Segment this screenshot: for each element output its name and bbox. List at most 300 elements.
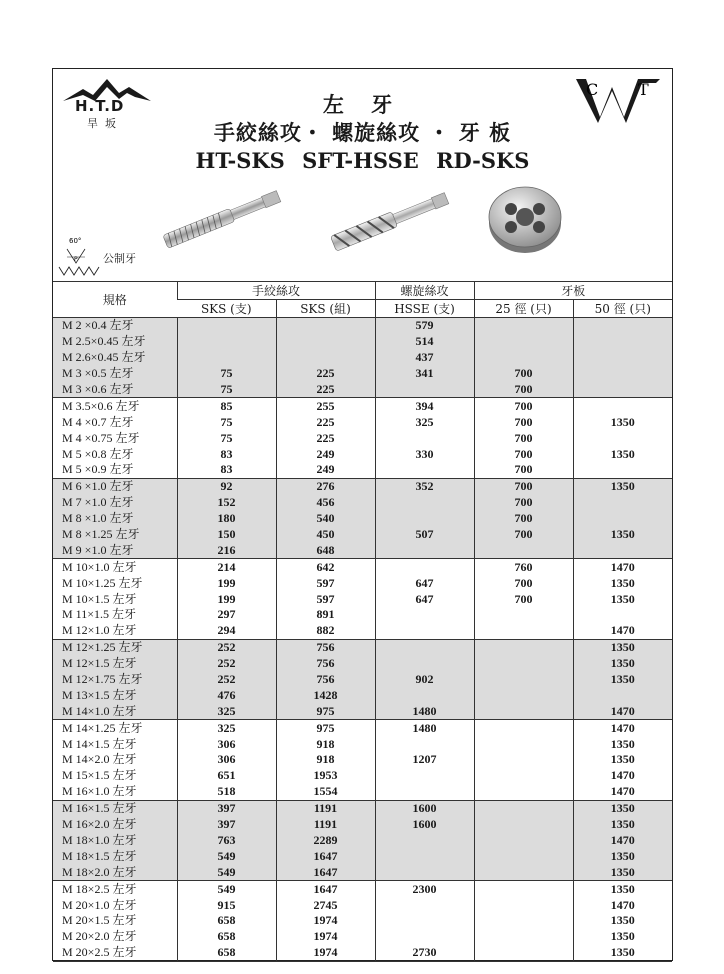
thread-pitch-label: P	[74, 256, 78, 263]
price-cell: 249	[276, 446, 375, 462]
table-row	[53, 848, 672, 864]
price-cell: 2300	[375, 881, 474, 897]
price-cell: 1480	[375, 703, 474, 719]
price-cell	[474, 318, 573, 334]
price-cell: 700	[474, 398, 573, 414]
price-cell	[474, 687, 573, 703]
price-cell: 1350	[573, 527, 672, 543]
price-cell: 597	[276, 575, 375, 591]
price-cell	[474, 833, 573, 849]
price-cell	[474, 350, 573, 366]
price-cell: 1350	[573, 913, 672, 929]
spec-cell: M 12×1.5 左牙	[53, 656, 177, 672]
thread-standard-label: 公制牙	[103, 252, 136, 265]
price-cell	[573, 398, 672, 414]
price-cell: 1470	[573, 784, 672, 800]
price-cell	[474, 720, 573, 736]
price-cell: 1191	[276, 817, 375, 833]
price-cell: 549	[177, 848, 276, 864]
price-cell: 651	[177, 768, 276, 784]
price-cell: 1350	[573, 848, 672, 864]
spec-cell: M 11×1.5 左牙	[62, 607, 136, 622]
spec-cell: M 16×2.0 左牙	[53, 817, 177, 833]
price-cell	[573, 607, 672, 623]
price-cell	[375, 929, 474, 945]
price-cell: 1974	[276, 945, 375, 961]
price-cell	[276, 318, 375, 334]
table-row	[53, 334, 672, 350]
price-cell: 700	[474, 462, 573, 478]
price-cell: 83	[177, 462, 276, 478]
price-cell	[474, 607, 573, 623]
price-cell: 700	[474, 382, 573, 398]
price-cell: 902	[375, 672, 474, 688]
catalog-frame	[52, 68, 673, 961]
price-cell: 1554	[276, 784, 375, 800]
spec-cell: M 3 ×0.6 左牙	[53, 382, 177, 398]
price-cell: 700	[474, 575, 573, 591]
price-cell: 514	[375, 334, 474, 350]
price-cell: 700	[474, 495, 573, 511]
price-cell: 647	[375, 575, 474, 591]
price-cell: 75	[177, 414, 276, 430]
price-cell: 199	[177, 591, 276, 607]
price-cell: 397	[177, 800, 276, 816]
table-row	[53, 720, 672, 736]
price-cell	[474, 656, 573, 672]
price-cell: 2289	[276, 833, 375, 849]
price-cell: 85	[177, 398, 276, 414]
price-cell: 549	[177, 881, 276, 897]
price-cell: 700	[474, 430, 573, 446]
table-row	[53, 623, 672, 639]
price-cell	[474, 703, 573, 719]
price-cell	[474, 768, 573, 784]
table-row	[53, 527, 672, 543]
price-cell	[375, 833, 474, 849]
price-cell: 647	[375, 591, 474, 607]
spec-cell: M 18×1.5 左牙	[53, 848, 177, 864]
spec-cell: M 20×1.0 左牙	[62, 897, 137, 912]
price-cell	[375, 462, 474, 478]
table-row	[53, 687, 672, 703]
spec-cell: M 4 ×0.75 左牙	[62, 430, 140, 445]
price-cell: 214	[177, 559, 276, 575]
price-cell	[573, 366, 672, 382]
table-body	[53, 318, 672, 962]
price-cell	[375, 607, 474, 623]
price-cell: 352	[375, 478, 474, 494]
spec-cell: M 16×1.0 左牙	[53, 784, 177, 800]
price-cell	[474, 334, 573, 350]
group-header-die: 牙板	[474, 282, 672, 300]
price-cell: 1350	[573, 800, 672, 816]
price-cell	[276, 350, 375, 366]
price-cell: 700	[474, 414, 573, 430]
table-row	[53, 656, 672, 672]
table-row	[53, 817, 672, 833]
price-cell	[474, 881, 573, 897]
price-cell: 1350	[573, 591, 672, 607]
table-row	[53, 929, 672, 945]
price-cell: 1480	[375, 720, 474, 736]
table-row	[53, 672, 672, 688]
spec-cell: M 18×2.0 左牙	[53, 864, 177, 880]
table-row	[53, 864, 672, 880]
table-row	[53, 752, 672, 768]
brand-name: H.T.D	[75, 97, 125, 115]
table-row	[53, 736, 672, 752]
price-cell	[573, 430, 672, 446]
price-cell	[375, 382, 474, 398]
price-cell: 763	[177, 833, 276, 849]
hand-tap-image	[157, 179, 287, 259]
spec-cell: M 10×1.0 左牙	[62, 559, 137, 574]
price-cell	[375, 848, 474, 864]
price-cell: 518	[177, 784, 276, 800]
table-row	[53, 881, 672, 897]
price-cell	[474, 848, 573, 864]
price-cell: 225	[276, 414, 375, 430]
price-cell: 325	[375, 414, 474, 430]
price-cell: 150	[177, 527, 276, 543]
table-row	[53, 495, 672, 511]
price-cell: 918	[276, 736, 375, 752]
price-cell: 2730	[375, 945, 474, 961]
catalog-header	[53, 69, 672, 281]
price-cell	[375, 913, 474, 929]
price-cell: 1350	[573, 817, 672, 833]
price-cell: 1350	[573, 639, 672, 655]
table-row	[53, 833, 672, 849]
price-cell: 252	[177, 656, 276, 672]
price-cell	[573, 462, 672, 478]
price-cell	[474, 623, 573, 639]
spec-cell: M 9 ×1.0 左牙	[53, 542, 177, 558]
price-cell: 760	[474, 559, 573, 575]
price-cell: 1350	[573, 881, 672, 897]
price-cell: 1350	[573, 736, 672, 752]
price-cell: 330	[375, 446, 474, 462]
price-cell	[375, 864, 474, 880]
spec-cell: M 20×2.5 左牙	[53, 945, 177, 961]
price-cell	[375, 639, 474, 655]
price-cell: 294	[177, 623, 276, 639]
price-cell	[375, 687, 474, 703]
spec-cell: M 8 ×1.0 左牙	[53, 511, 177, 527]
spec-cell: M 10×1.5 左牙	[62, 591, 137, 606]
price-cell	[474, 800, 573, 816]
table-row	[53, 318, 672, 334]
spec-cell: M 15×1.5 左牙	[62, 768, 137, 783]
spec-cell: M 14×1.0 左牙	[53, 703, 177, 719]
price-cell: 549	[177, 864, 276, 880]
price-cell: 700	[474, 366, 573, 382]
price-cell: 152	[177, 495, 276, 511]
price-cell: 1428	[276, 687, 375, 703]
sub-header-sks-set: SKS (組)	[276, 300, 375, 318]
spec-cell: M 18×2.5 左牙	[62, 881, 137, 896]
brand-subname: 旱坂	[87, 117, 123, 130]
spec-cell: M 5 ×0.8 左牙	[62, 446, 134, 461]
price-cell: 597	[276, 591, 375, 607]
table-row	[53, 575, 672, 591]
price-cell	[375, 542, 474, 558]
table-row	[53, 382, 672, 398]
price-cell: 252	[177, 639, 276, 655]
table-row	[53, 462, 672, 478]
price-cell	[474, 929, 573, 945]
spec-cell: M 16×1.5 左牙	[53, 800, 177, 816]
price-cell	[573, 318, 672, 334]
price-cell	[573, 382, 672, 398]
price-cell	[474, 945, 573, 961]
price-cell: 700	[474, 591, 573, 607]
price-cell	[375, 495, 474, 511]
price-cell	[375, 768, 474, 784]
sub-header-die-25: 25 徑 (只)	[474, 300, 573, 318]
price-cell: 700	[474, 527, 573, 543]
price-cell: 756	[276, 672, 375, 688]
price-cell	[474, 784, 573, 800]
price-cell: 199	[177, 575, 276, 591]
price-cell: 225	[276, 430, 375, 446]
price-cell: 1647	[276, 848, 375, 864]
table-row	[53, 768, 672, 784]
price-cell: 1470	[573, 768, 672, 784]
price-cell: 1350	[573, 752, 672, 768]
price-cell: 397	[177, 817, 276, 833]
badge-letter-w: W	[609, 123, 611, 124]
sub-header-sks-piece: SKS (支)	[177, 300, 276, 318]
price-cell: 975	[276, 703, 375, 719]
table-row	[53, 542, 672, 558]
price-cell: 579	[375, 318, 474, 334]
price-cell: 341	[375, 366, 474, 382]
price-cell: 642	[276, 559, 375, 575]
table-row	[53, 897, 672, 913]
price-cell: 658	[177, 913, 276, 929]
spec-column-header: 規格	[53, 282, 177, 318]
price-cell: 1350	[573, 864, 672, 880]
spec-cell: M 14×1.25 左牙	[62, 720, 143, 735]
price-cell: 1207	[375, 752, 474, 768]
table-row	[53, 913, 672, 929]
price-cell: 325	[177, 720, 276, 736]
table-row	[53, 607, 672, 623]
title-main: 左 牙	[322, 92, 403, 117]
price-cell: 918	[276, 752, 375, 768]
badge-letter-c: C	[586, 80, 599, 99]
price-cell: 92	[177, 478, 276, 494]
spiral-tap-image	[325, 181, 455, 261]
price-cell: 276	[276, 478, 375, 494]
price-cell	[573, 511, 672, 527]
spec-cell: M 14×2.0 左牙	[62, 752, 137, 767]
price-cell: 216	[177, 542, 276, 558]
spec-cell: M 6 ×1.0 左牙	[53, 478, 177, 494]
price-cell: 1470	[573, 703, 672, 719]
price-cell: 450	[276, 527, 375, 543]
price-cell: 891	[276, 607, 375, 623]
price-cell	[375, 511, 474, 527]
table-row	[53, 446, 672, 462]
price-cell	[573, 334, 672, 350]
spec-cell: M 20×1.5 左牙	[62, 913, 137, 928]
price-cell: 1470	[573, 559, 672, 575]
price-cell	[474, 817, 573, 833]
table-row	[53, 398, 672, 414]
price-cell: 540	[276, 511, 375, 527]
spec-cell: M 4 ×0.7 左牙	[62, 414, 134, 429]
price-cell: 1350	[573, 446, 672, 462]
price-cell: 756	[276, 656, 375, 672]
price-cell: 1350	[573, 414, 672, 430]
price-cell	[573, 350, 672, 366]
table-row	[53, 366, 672, 382]
price-cell: 1191	[276, 800, 375, 816]
price-cell: 225	[276, 382, 375, 398]
price-cell: 75	[177, 366, 276, 382]
group-header-spiral-tap: 螺旋絲攻	[375, 282, 474, 300]
price-cell: 1647	[276, 881, 375, 897]
price-cell	[375, 430, 474, 446]
price-cell: 658	[177, 929, 276, 945]
price-cell: 658	[177, 945, 276, 961]
spec-cell: M 8 ×1.25 左牙	[53, 527, 177, 543]
price-cell: 306	[177, 752, 276, 768]
price-cell	[177, 334, 276, 350]
price-cell	[375, 897, 474, 913]
thread-angle-label: 60°	[69, 237, 82, 245]
price-cell: 83	[177, 446, 276, 462]
spec-cell: M 14×1.5 左牙	[62, 736, 137, 751]
price-cell: 1350	[573, 656, 672, 672]
price-cell	[474, 542, 573, 558]
price-cell: 1350	[573, 945, 672, 961]
price-cell	[573, 495, 672, 511]
price-cell: 1470	[573, 623, 672, 639]
price-cell: 325	[177, 703, 276, 719]
price-cell: 1974	[276, 913, 375, 929]
price-cell: 75	[177, 382, 276, 398]
spec-cell: M 10×1.25 左牙	[62, 575, 143, 590]
metric-thread-icon	[57, 235, 101, 277]
price-cell: 975	[276, 720, 375, 736]
price-cell: 437	[375, 350, 474, 366]
price-cell: 1350	[573, 929, 672, 945]
table-row	[53, 511, 672, 527]
title-sub: 手絞絲攻・ 螺旋絲攻 ・ 牙 板	[213, 120, 512, 145]
spec-cell: M 3.5×0.6 左牙	[62, 398, 140, 413]
price-cell: 756	[276, 639, 375, 655]
spec-cell: M 2 ×0.4 左牙	[53, 318, 177, 334]
price-cell	[177, 318, 276, 334]
sub-header-die-50: 50 徑 (只)	[573, 300, 672, 318]
price-cell: 1974	[276, 929, 375, 945]
price-cell: 1350	[573, 672, 672, 688]
spec-cell: M 20×2.0 左牙	[62, 929, 137, 944]
price-cell: 1350	[573, 575, 672, 591]
price-cell: 1470	[573, 720, 672, 736]
spec-cell: M 3 ×0.5 左牙	[53, 366, 177, 382]
price-cell	[474, 736, 573, 752]
price-cell: 882	[276, 623, 375, 639]
price-cell: 700	[474, 511, 573, 527]
price-cell	[474, 672, 573, 688]
table-row	[53, 559, 672, 575]
price-cell: 1470	[573, 833, 672, 849]
spec-cell: M 2.6×0.45 左牙	[53, 350, 177, 366]
price-cell: 225	[276, 366, 375, 382]
price-table	[53, 281, 672, 962]
price-cell: 1350	[573, 478, 672, 494]
group-header-hand-tap: 手絞絲攻	[177, 282, 375, 300]
price-cell	[375, 784, 474, 800]
table-row	[53, 800, 672, 816]
price-cell	[375, 623, 474, 639]
price-cell	[375, 736, 474, 752]
price-cell: 648	[276, 542, 375, 558]
price-cell: 1647	[276, 864, 375, 880]
spec-cell: M 7 ×1.0 左牙	[53, 495, 177, 511]
price-cell: 252	[177, 672, 276, 688]
price-cell: 297	[177, 607, 276, 623]
table-row	[53, 703, 672, 719]
spec-cell: M 5 ×0.9 左牙	[53, 462, 177, 478]
price-cell: 75	[177, 430, 276, 446]
spec-cell: M 12×1.0 左牙	[53, 623, 177, 639]
price-cell: 700	[474, 446, 573, 462]
price-cell: 1953	[276, 768, 375, 784]
table-row	[53, 639, 672, 655]
price-cell: 249	[276, 462, 375, 478]
spec-cell: M 2.5×0.45 左牙	[53, 334, 177, 350]
spec-cell: M 12×1.25 左牙	[53, 639, 177, 655]
price-cell: 700	[474, 478, 573, 494]
price-cell	[474, 913, 573, 929]
price-cell: 915	[177, 897, 276, 913]
price-cell: 180	[177, 511, 276, 527]
round-die-image	[483, 179, 568, 259]
badge-letter-t: T	[638, 80, 649, 99]
price-cell	[474, 897, 573, 913]
price-cell: 507	[375, 527, 474, 543]
spec-cell: M 12×1.75 左牙	[53, 672, 177, 688]
price-cell: 255	[276, 398, 375, 414]
price-cell: 306	[177, 736, 276, 752]
price-cell	[573, 542, 672, 558]
table-row	[53, 414, 672, 430]
table-row	[53, 478, 672, 494]
table-group-header-row	[53, 282, 672, 300]
price-cell: 1600	[375, 817, 474, 833]
price-cell	[573, 687, 672, 703]
table-row	[53, 430, 672, 446]
price-cell	[474, 752, 573, 768]
price-cell: 1600	[375, 800, 474, 816]
price-cell	[474, 864, 573, 880]
table-row	[53, 350, 672, 366]
table-row	[53, 591, 672, 607]
price-cell: 2745	[276, 897, 375, 913]
spec-cell: M 13×1.5 左牙	[53, 687, 177, 703]
price-cell	[375, 656, 474, 672]
spec-cell: M 18×1.0 左牙	[53, 833, 177, 849]
price-cell	[375, 559, 474, 575]
title-models: HT-SKS SFT-HSSE RD-SKS	[195, 148, 530, 173]
price-cell	[276, 334, 375, 350]
